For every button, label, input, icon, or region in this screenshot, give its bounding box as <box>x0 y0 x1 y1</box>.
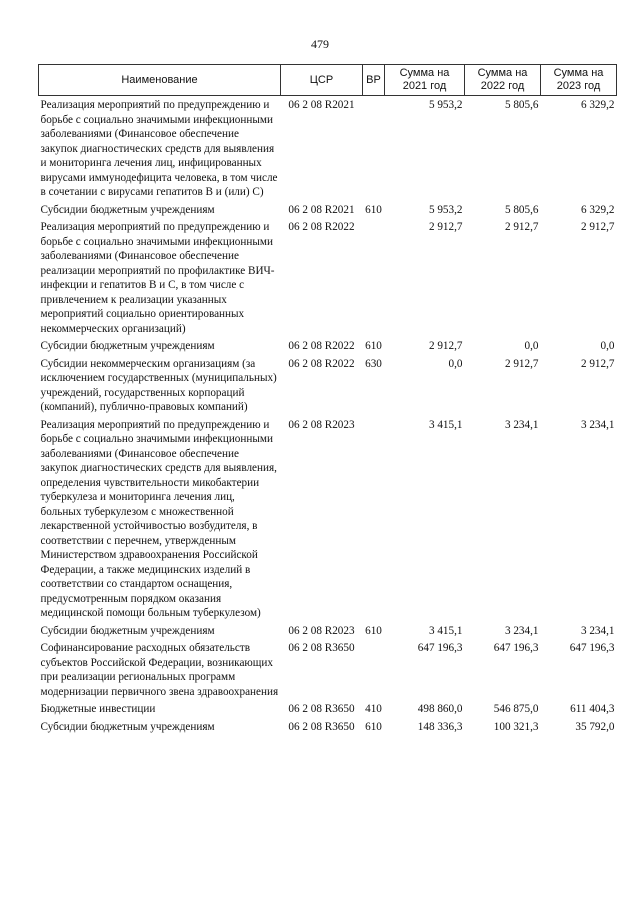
row-name-cell: Реализация мероприятий по предупреждению и борьбе с социально значимыми инфекционными заболеваниями (Финансовое обеспечение закупок диагностических средств для выявления и мониторинга лечения лиц, инфицированных вирусами иммунодефицита человека, в том числе в сочетании с вирусами гепатитов В и (или) С) <box>40 99 278 198</box>
row-name-cell: Субсидии бюджетным учреждениям <box>40 624 215 637</box>
row-sum-2021-cell: 5 953,2 <box>428 99 463 111</box>
row-name-cell: Софинансирование расходных обязательств субъектов Российской Федерации, возникающих при реализации региональных программ модернизации первичного звена здравоохранения <box>40 642 279 698</box>
column-header-sum-2023: Сумма на 2023 год <box>541 65 617 96</box>
table-row <box>39 96 617 203</box>
row-csr-cell: 06 2 08 R2022 <box>288 357 355 370</box>
row-name-cell: Бюджетные инвестиции <box>40 703 156 715</box>
table-row <box>39 203 617 221</box>
row-csr-cell: 06 2 08 R2023 <box>288 418 355 431</box>
column-header-vr: ВР <box>363 65 385 96</box>
row-sum-2022-cell: 647 196,3 <box>493 642 539 654</box>
row-csr-cell: 06 2 08 R2022 <box>288 221 355 233</box>
column-header-csr: ЦСР <box>281 65 363 96</box>
row-sum-2021-cell: 0,0 <box>448 357 463 370</box>
row-csr-cell: 06 2 08 R3650 <box>288 720 355 733</box>
row-sum-2022-cell: 546 875,0 <box>493 703 539 715</box>
row-name-cell: Субсидии бюджетным учреждениям <box>40 720 215 733</box>
row-csr-cell: 06 2 08 R2023 <box>288 624 355 637</box>
row-sum-2023-cell: 3 234,1 <box>580 418 615 431</box>
row-vr-cell: 610 <box>365 203 382 216</box>
row-sum-2023-cell: 647 196,3 <box>569 642 615 654</box>
table-row <box>39 220 617 339</box>
row-sum-2021-cell: 5 953,2 <box>428 203 463 216</box>
table-row <box>39 720 617 738</box>
row-csr-cell: 06 2 08 R2022 <box>288 340 355 352</box>
row-vr-cell <box>363 96 385 203</box>
column-header-sum-2021: Сумма на 2021 год <box>385 65 465 96</box>
row-sum-2023-cell: 3 234,1 <box>580 624 615 637</box>
row-vr-cell <box>363 220 385 339</box>
row-sum-2022-cell: 2 912,7 <box>504 357 539 370</box>
row-sum-2023-cell: 611 404,3 <box>570 703 615 715</box>
row-sum-2022-cell: 5 805,6 <box>504 203 539 216</box>
row-csr-cell: 06 2 08 R3650 <box>288 703 355 715</box>
row-sum-2023-cell: 6 329,2 <box>580 203 615 216</box>
row-vr-cell: 410 <box>365 703 382 715</box>
page-number: 479 <box>311 37 329 51</box>
row-sum-2021-cell: 148 336,3 <box>417 720 463 733</box>
column-header-name: Наименование <box>39 65 281 96</box>
row-sum-2021-cell: 2 912,7 <box>428 221 463 233</box>
row-sum-2021-cell: 498 860,0 <box>417 703 463 715</box>
row-sum-2022-cell: 0,0 <box>524 340 539 352</box>
row-csr-cell: 06 2 08 R3650 <box>288 642 355 654</box>
row-sum-2021-cell: 647 196,3 <box>417 642 463 654</box>
row-vr-cell: 630 <box>365 357 382 370</box>
table-row <box>39 418 617 624</box>
row-sum-2023-cell: 6 329,2 <box>580 99 615 111</box>
row-name-cell: Реализация мероприятий по предупреждению и борьбе с социально значимыми инфекционными заболеваниями (Финансовое обеспечение закупок диагностических средств для выявления, определения чувствительности микобактерии туберкулеза и мониторинга лечения лиц, больных туберкулезом с множественной лекарственной устойчивостью возбудителя, в соответствии с перечнем, утвержденным Министерством здравоохранения Российской Федерации, а также медицинских изделий в соответствии со стандартом оснащения, предусмотренным порядком оказания медицинской помощи больным туберкулезом) <box>40 418 277 619</box>
table-row <box>39 357 617 418</box>
row-sum-2021-cell: 2 912,7 <box>428 340 463 352</box>
table-body <box>39 96 617 738</box>
row-csr-cell: 06 2 08 R2021 <box>288 203 355 216</box>
row-sum-2022-cell: 3 234,1 <box>504 418 539 431</box>
row-vr-cell: 610 <box>365 720 382 733</box>
column-header-sum-2022: Сумма на 2022 год <box>465 65 541 96</box>
row-sum-2021-cell: 3 415,1 <box>428 624 463 637</box>
table-row <box>39 339 617 357</box>
row-sum-2023-cell: 2 912,7 <box>580 357 615 370</box>
row-vr-cell <box>363 418 385 624</box>
budget-table <box>38 64 617 737</box>
table-row <box>39 702 617 720</box>
row-vr-cell <box>363 641 385 702</box>
row-name-cell: Субсидии бюджетным учреждениям <box>40 203 215 216</box>
row-sum-2022-cell: 2 912,7 <box>504 221 539 233</box>
row-name-cell: Субсидии некоммерческим организациям (за исключением государственных (муниципальных) учреждений, государственных корпораций (компаний), публично-правовых компаний) <box>40 357 277 413</box>
row-vr-cell: 610 <box>365 624 382 637</box>
table-row <box>39 641 617 702</box>
row-sum-2023-cell: 2 912,7 <box>580 221 615 233</box>
table-row <box>39 624 617 642</box>
row-csr-cell: 06 2 08 R2021 <box>288 99 355 111</box>
row-sum-2022-cell: 3 234,1 <box>504 624 539 637</box>
row-sum-2022-cell: 100 321,3 <box>493 720 539 733</box>
row-sum-2023-cell: 35 792,0 <box>575 720 615 733</box>
table-header <box>39 65 617 96</box>
row-sum-2023-cell: 0,0 <box>600 340 615 352</box>
row-sum-2022-cell: 5 805,6 <box>504 99 539 111</box>
row-name-cell: Субсидии бюджетным учреждениям <box>40 340 215 352</box>
row-sum-2021-cell: 3 415,1 <box>428 418 463 431</box>
row-vr-cell: 610 <box>365 340 382 352</box>
row-name-cell: Реализация мероприятий по предупреждению и борьбе с социально значимыми инфекционными заболеваниями (Финансовое обеспечение реализации мероприятий по профилактике ВИЧ-инфекции и гепатитов В и С, в том числе с привлечением к реализации указанных мероприятий социально ориентированных некоммерческих организаций) <box>40 221 275 335</box>
